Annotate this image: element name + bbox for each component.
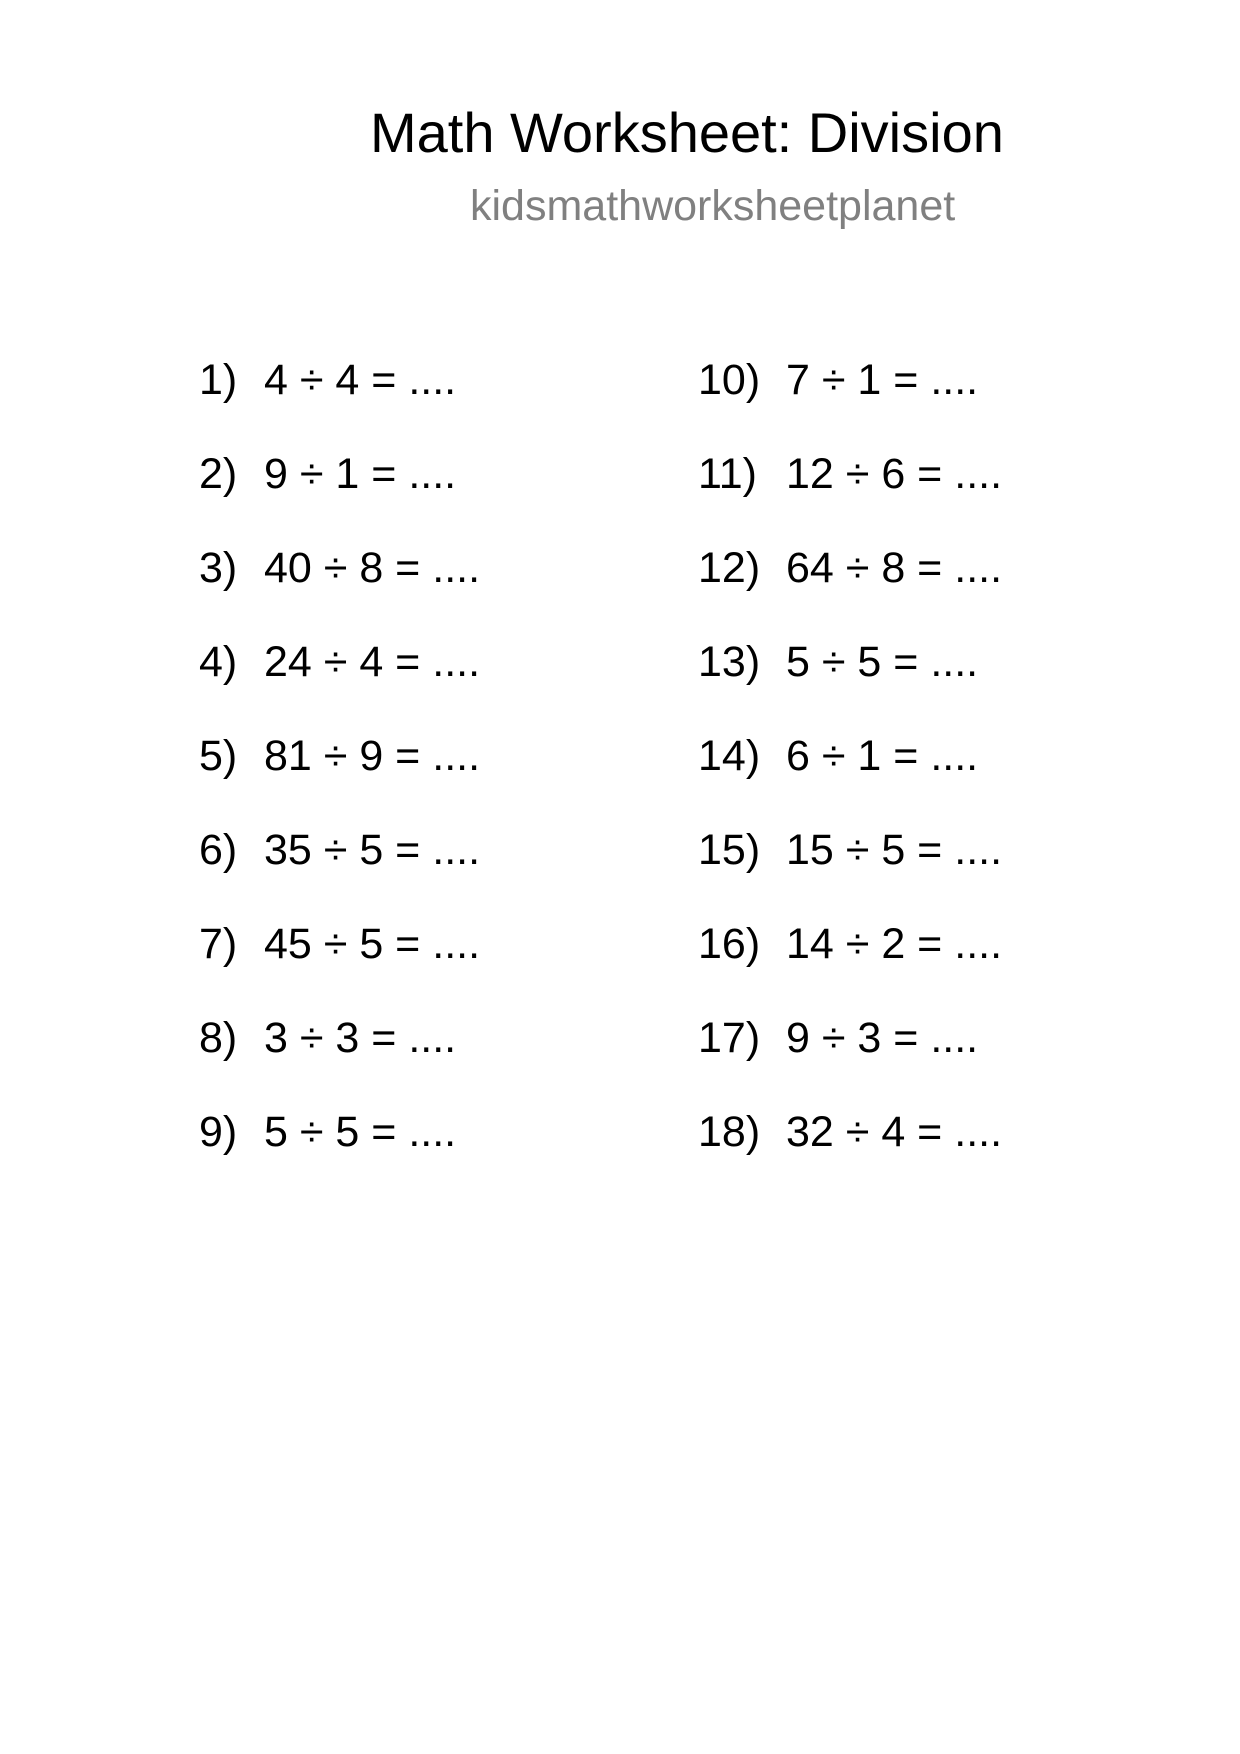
problem-9	[199, 1102, 456, 1162]
problem-expression: 24 ÷ 4 = ....	[264, 638, 481, 686]
problem-11	[698, 444, 1002, 504]
problem-expression: 9 ÷ 1 = ....	[264, 450, 457, 498]
problem-8	[199, 1008, 456, 1068]
problem-4	[199, 632, 480, 692]
problem-expression: 40 ÷ 8 = ....	[264, 544, 481, 592]
problem-number: 9)	[199, 1108, 238, 1156]
problem-18	[698, 1102, 1002, 1162]
problem-17	[698, 1008, 978, 1068]
problem-10	[698, 350, 978, 410]
problem-number: 1)	[199, 356, 238, 404]
problem-number: 13)	[698, 638, 761, 686]
problem-number: 10)	[698, 356, 761, 404]
problem-expression: 32 ÷ 4 = ....	[786, 1108, 1003, 1156]
problem-16	[698, 914, 1002, 974]
problem-expression: 5 ÷ 5 = ....	[786, 638, 979, 686]
problem-expression: 6 ÷ 1 = ....	[786, 732, 979, 780]
problem-expression: 7 ÷ 1 = ....	[786, 356, 979, 404]
site-name: kidsmathworksheetplanet	[470, 182, 956, 230]
problem-number: 5)	[199, 732, 238, 780]
problem-number: 18)	[698, 1108, 761, 1156]
problem-number: 11)	[698, 450, 757, 498]
problem-14	[698, 726, 978, 786]
problem-2	[199, 444, 456, 504]
problem-number: 12)	[698, 544, 761, 592]
problem-7	[199, 914, 480, 974]
problem-number: 16)	[698, 920, 761, 968]
problem-expression: 14 ÷ 2 = ....	[786, 920, 1003, 968]
problem-expression: 35 ÷ 5 = ....	[264, 826, 481, 874]
problem-number: 14)	[698, 732, 761, 780]
problem-expression: 12 ÷ 6 = ....	[786, 450, 1003, 498]
problem-expression: 45 ÷ 5 = ....	[264, 920, 481, 968]
problem-expression: 81 ÷ 9 = ....	[264, 732, 481, 780]
problem-number: 8)	[199, 1014, 238, 1062]
problem-number: 4)	[199, 638, 238, 686]
problem-5	[199, 726, 480, 786]
page-title: Math Worksheet: Division	[370, 101, 1004, 164]
problem-number: 7)	[199, 920, 238, 968]
problem-expression: 5 ÷ 5 = ....	[264, 1108, 457, 1156]
problem-expression: 64 ÷ 8 = ....	[786, 544, 1003, 592]
problem-expression: 9 ÷ 3 = ....	[786, 1014, 979, 1062]
problem-expression: 15 ÷ 5 = ....	[786, 826, 1003, 874]
problem-number: 6)	[199, 826, 238, 874]
problem-6	[199, 820, 480, 880]
problem-expression: 3 ÷ 3 = ....	[264, 1014, 457, 1062]
problem-1	[199, 350, 456, 410]
problem-number: 3)	[199, 544, 238, 592]
problem-3	[199, 538, 480, 598]
problem-15	[698, 820, 1002, 880]
problem-13	[698, 632, 978, 692]
problem-number: 17)	[698, 1014, 761, 1062]
problem-12	[698, 538, 1002, 598]
problem-number: 15)	[698, 826, 761, 874]
problem-expression: 4 ÷ 4 = ....	[264, 356, 457, 404]
problem-number: 2)	[199, 450, 238, 498]
